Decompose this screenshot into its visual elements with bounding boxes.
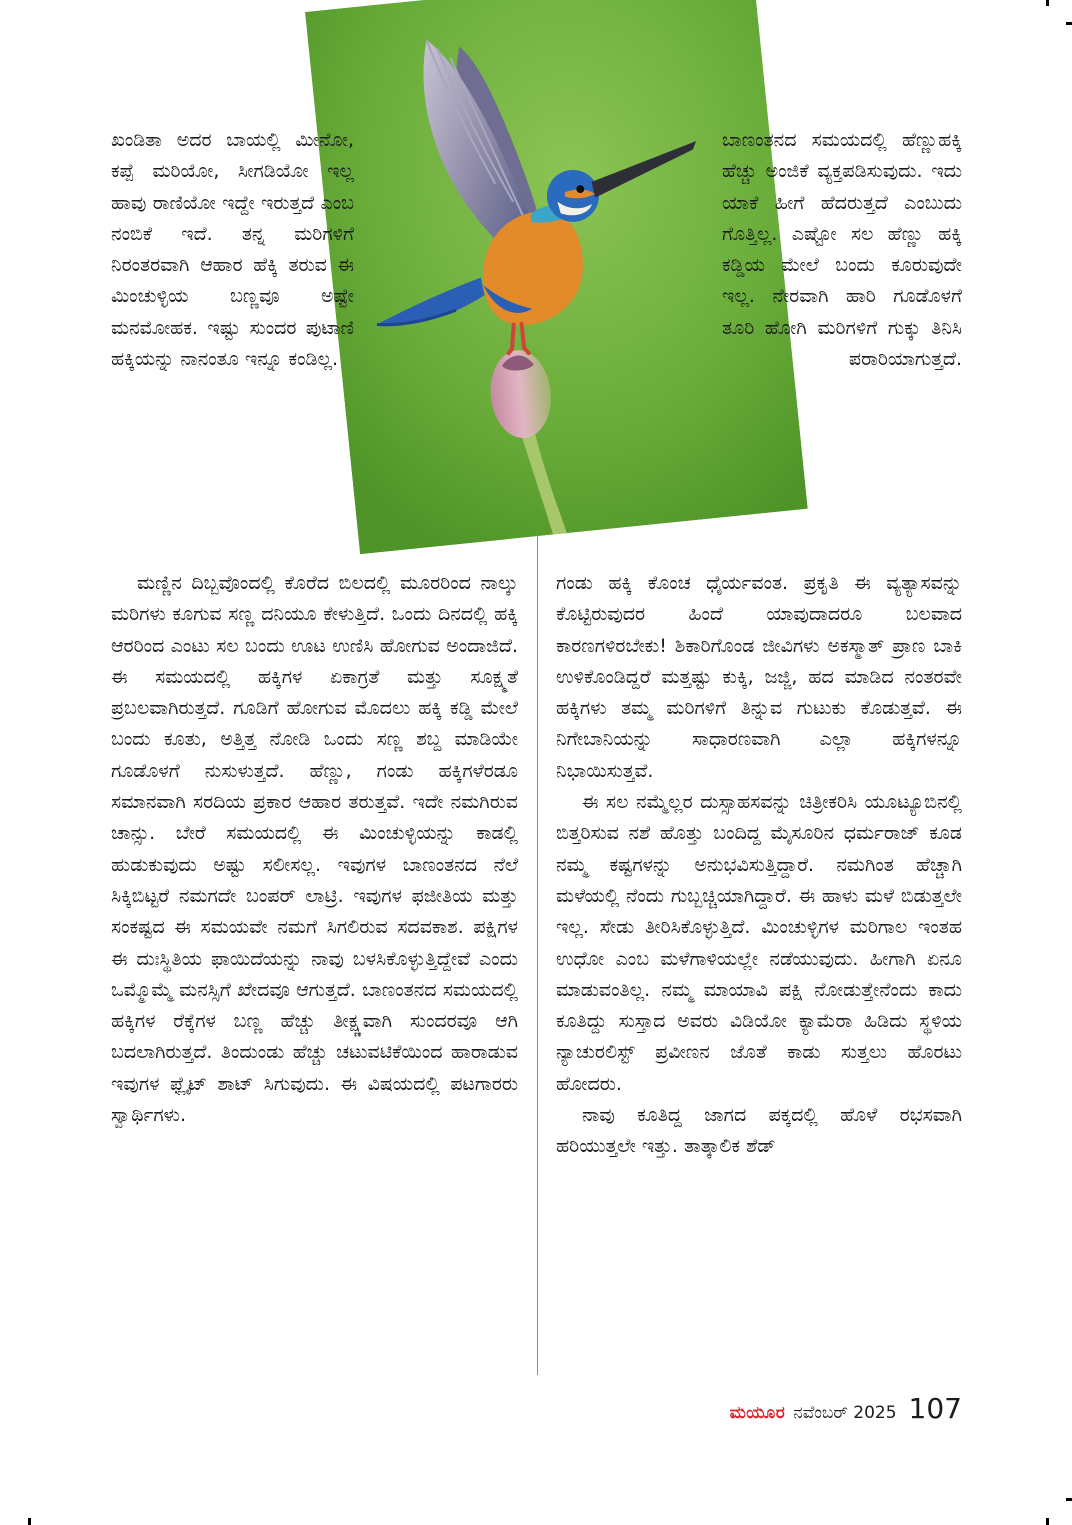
issue-date: ನವೆಂಬರ್ 2025: [793, 1403, 897, 1423]
right-column-bottom: [556, 568, 962, 1163]
right-paragraph-3: ಈ ಸಲ ನಮ್ಮೆಲ್ಲರ ದುಸ್ಸಾಹಸವನ್ನು ಚಿತ್ರೀಕರಿಸಿ ಯೂಟ್ಯೂಬಿನಲ್ಲಿ ಬಿತ್ತರಿಸುವ ನಶೆ ಹೊತ್ತು ಬಂದಿದ್ದ ಮೈಸೂರಿನ ಧರ್ಮರಾಜ್ ಕೂಡ ನಮ್ಮ ಕಷ್ಟಗಳನ್ನು ಅನುಭವಿಸುತ್ತಿದ್ದಾರೆ. ನಮಗಿಂತ ಹೆಚ್ಚಾಗಿ ಮಳೆಯಲ್ಲಿ ನೆಂದು ಗುಬ್ಬಚ್ಚಿಯಾಗಿದ್ದಾರೆ. ಈ ಹಾಳು ಮಳೆ ಬಿಡುತ್ತಲೇ ಇಲ್ಲ. ಸೇಡು ತೀರಿಸಿಕೊಳ್ಳುತ್ತಿದೆ. ಮಿಂಚುಳ್ಳಿಗಳ ಮರಿಗಾಲ ಇಂತಹ ಉಧೋ ಎಂಬ ಮಳೆಗಾಳಿಯಲ್ಲೇ ನಡೆಯುವುದು. ಹೀಗಾಗಿ ಏನೂ ಮಾಡುವಂತಿಲ್ಲ. ನಮ್ಮ ಮಾಯಾವಿ ಪಕ್ಷಿ ನೋಡುತ್ತೇನೆಂದು ಕಾದು ಕೂತಿದ್ದು ಸುಸ್ತಾದ ಅವರು ವಿಡಿಯೋ ಕ್ಯಾಮೆರಾ ಹಿಡಿದು ಸ್ಥಳಿಯ ನ್ಯಾಚುರಲಿಸ್ಟ್ ಪ್ರವೀಣನ ಜೊತೆ ಕಾಡು ಸುತ್ತಲು ಹೊರಟು ಹೋದರು.: [556, 791, 962, 1095]
crop-mark-right-top: [1066, 22, 1072, 25]
crop-mark-bottom-left: [28, 1518, 31, 1525]
right-column-top: [722, 125, 962, 375]
page-number: 107: [908, 1392, 962, 1425]
page-footer: [730, 1392, 962, 1425]
crop-mark-bottom-right: [1046, 1518, 1049, 1525]
left-column-top: [111, 125, 354, 375]
magazine-name: ಮಯೂರ: [729, 1403, 786, 1423]
right-paragraph-2: ಗಂಡು ಹಕ್ಕಿ ಕೊಂಚ ಧೈರ್ಯವಂತ. ಪ್ರಕೃತಿ ಈ ವ್ಯತ್ಯಾಸವನ್ನು ಕೊಟ್ಟಿರುವುದರ ಹಿಂದೆ ಯಾವುದಾದರೂ ಬಲವಾದ ಕಾರಣಗಳಿರಬೇಕು! ಶಿಕಾರಿಗೊಂಡ ಜೀವಿಗಳು ಅಕಸ್ಮಾತ್ ಪ್ರಾಣ ಬಾಕಿ ಉಳಿಕೊಂಡಿದ್ದರೆ ಮತ್ತಷ್ಟು ಕುಕ್ಕಿ, ಜಜ್ಜಿ, ಹದ ಮಾಡಿದ ನಂತರವೇ ಹಕ್ಕಿಗಳು ತಮ್ಮ ಮರಿಗಳಿಗೆ ತಿನ್ನುವ ಗುಟುಕು ಕೊಡುತ್ತವೆ. ಈ ನಿಗೇಬಾನಿಯನ್ನು ಸಾಧಾರಣವಾಗಿ ಎಲ್ಲಾ ಹಕ್ಕಿಗಳನ್ನೂ ನಿಭಾಯಿಸುತ್ತವೆ.: [556, 572, 962, 782]
column-divider: [537, 532, 538, 1375]
crop-mark-right-bottom: [1066, 1498, 1072, 1501]
left-bottom-paragraph: ಮಣ್ಣಿನ ದಿಬ್ಬವೊಂದಲ್ಲಿ ಕೊರೆದ ಬಿಲದಲ್ಲಿ ಮೂರರಿಂದ ನಾಲ್ಕು ಮರಿಗಳು ಕೂಗುವ ಸಣ್ಣ ದನಿಯೂ ಕೇಳುತ್ತಿದೆ. ಒಂದು ದಿನದಲ್ಲಿ ಹಕ್ಕಿ ಆರರಿಂದ ಎಂಟು ಸಲ ಬಂದು ಊಟ ಉಣಿಸಿ ಹೋಗುವ ಅಂದಾಜಿದೆ. ಈ ಸಮಯದಲ್ಲಿ ಹಕ್ಕಿಗಳ ಏಕಾಗ್ರತೆ ಮತ್ತು ಸೂಕ್ಷ್ಮತೆ ಪ್ರಬಲವಾಗಿರುತ್ತದೆ. ಗೂಡಿಗೆ ಹೋಗುವ ಮೊದಲು ಹಕ್ಕಿ ಕಡ್ಡಿ ಮೇಲೆ ಬಂದು ಕೂತು, ಅತ್ತಿತ್ತ ನೋಡಿ ಒಂದು ಸಣ್ಣ ಶಬ್ದ ಮಾಡಿಯೇ ಗೂಡೊಳಗೆ ನುಸುಳುತ್ತದೆ. ಹೆಣ್ಣು, ಗಂಡು ಹಕ್ಕಿಗಳೆರಡೂ ಸಮಾನವಾಗಿ ಸರದಿಯ ಪ್ರಕಾರ ಆಹಾರ ತರುತ್ತವೆ. ಇದೇ ನಮಗಿರುವ ಚಾನ್ಸು. ಬೇರೆ ಸಮಯದಲ್ಲಿ ಈ ಮಿಂಚುಳ್ಳಿಯನ್ನು ಕಾಡಲ್ಲಿ ಹುಡುಕುವುದು ಅಷ್ಟು ಸಲೀಸಲ್ಲ. ಇವುಗಳ ಬಾಣಂತನದ ನೆಲೆ ಸಿಕ್ಕಿಬಿಟ್ಟರೆ ನಮಗದೇ ಬಂಪರ್ ಲಾಟ್ರಿ. ಇವುಗಳ ಫಜೀತಿಯ ಮತ್ತು ಸಂಕಷ್ಟದ ಈ ಸಮಯವೇ ನಮಗೆ ಸಿಗಲಿರುವ ಸದವಕಾಶ. ಪಕ್ಷಿಗಳ ಈ ದುಃಸ್ಥಿತಿಯ ಫಾಯಿದೆಯನ್ನು ನಾವು ಬಳಸಿಕೊಳ್ಳುತ್ತಿದ್ದೇವೆ ಎಂದು ಒಮ್ಮೊಮ್ಮೆ ಮನಸ್ಸಿಗೆ ಖೇದವೂ ಆಗುತ್ತದೆ. ಬಾಣಂತನದ ಸಮಯದಲ್ಲಿ ಹಕ್ಕಿಗಳ ರೆಕ್ಕೆಗಳ ಬಣ್ಣ ಹೆಚ್ಚು ತೀಕ್ಷ್ಣವಾಗಿ ಸುಂದರವೂ ಆಗಿ ಬದಲಾಗಿರುತ್ತದೆ. ತಿಂದುಂಡು ಹೆಚ್ಚು ಚಟುವಟಿಕೆಯಿಂದ ಹಾರಾಡುವ ಇವುಗಳ ಫ್ಲೈಟ್ ಶಾಟ್ ಸಿಗುವುದು. ಈ ವಿಷಯದಲ್ಲಿ ಪಟಗಾರರು ಸ್ವಾರ್ಥಿಗಳು.: [111, 572, 518, 1127]
crop-mark-top-right: [1046, 0, 1049, 6]
left-column-bottom: [111, 568, 518, 1131]
right-top-paragraph: ಬಾಣಂತನದ ಸಮಯದಲ್ಲಿ ಹೆಣ್ಣುಹಕ್ಕಿ ಹೆಚ್ಚು ಅಂಜಿಕೆ ವ್ಯಕ್ತಪಡಿಸುವುದು. ಇದು ಯಾಕೆ ಹೀಗೆ ಹೆದರುತ್ತದೆ ಎಂಬುದು ಗೊತ್ತಿಲ್ಲ. ಎಷ್ಟೋ ಸಲ ಹೆಣ್ಣು ಹಕ್ಕಿ ಕಡ್ಡಿಯ ಮೇಲೆ ಬಂದು ಕೂರುವುದೇ ಇಲ್ಲ. ನೇರವಾಗಿ ಹಾರಿ ಗೂಡೊಳಗೆ ತೂರಿ ಹೋಗಿ ಮರಿಗಳಿಗೆ ಗುಕ್ಕು ತಿನಿಸಿ ಪರಾರಿಯಾಗುತ್ತದೆ.: [722, 129, 962, 371]
right-paragraph-4: ನಾವು ಕೂತಿದ್ದ ಜಾಗದ ಪಕ್ಕದಲ್ಲಿ ಹೊಳೆ ರಭಸವಾಗಿ ಹರಿಯುತ್ತಲೇ ಇತ್ತು. ತಾತ್ಕಾಲಿಕ ಶೆಡ್: [556, 1104, 962, 1158]
left-top-paragraph: ಖಂಡಿತಾ ಅದರ ಬಾಯಲ್ಲಿ ಮೀನೋ, ಕಪ್ಪೆ ಮರಿಯೋ, ಸೀಗಡಿಯೋ ಇಲ್ಲ ಹಾವು ರಾಣಿಯೋ ಇದ್ದೇ ಇರುತ್ತದೆ ಎಂಬ ನಂಬಿಕೆ ಇದೆ. ತನ್ನ ಮರಿಗಳಿಗೆ ನಿರಂತರವಾಗಿ ಆಹಾರ ಹೆಕ್ಕಿ ತರುವ ಈ ಮಿಂಚುಳ್ಳಿಯ ಬಣ್ಣವೂ ಅಷ್ಟೇ ಮನಮೋಹಕ. ಇಷ್ಟು ಸುಂದರ ಪುಟಾಣಿ ಹಕ್ಕಿಯನ್ನು ನಾನಂತೂ ಇನ್ನೂ ಕಂಡಿಲ್ಲ.: [111, 129, 354, 371]
